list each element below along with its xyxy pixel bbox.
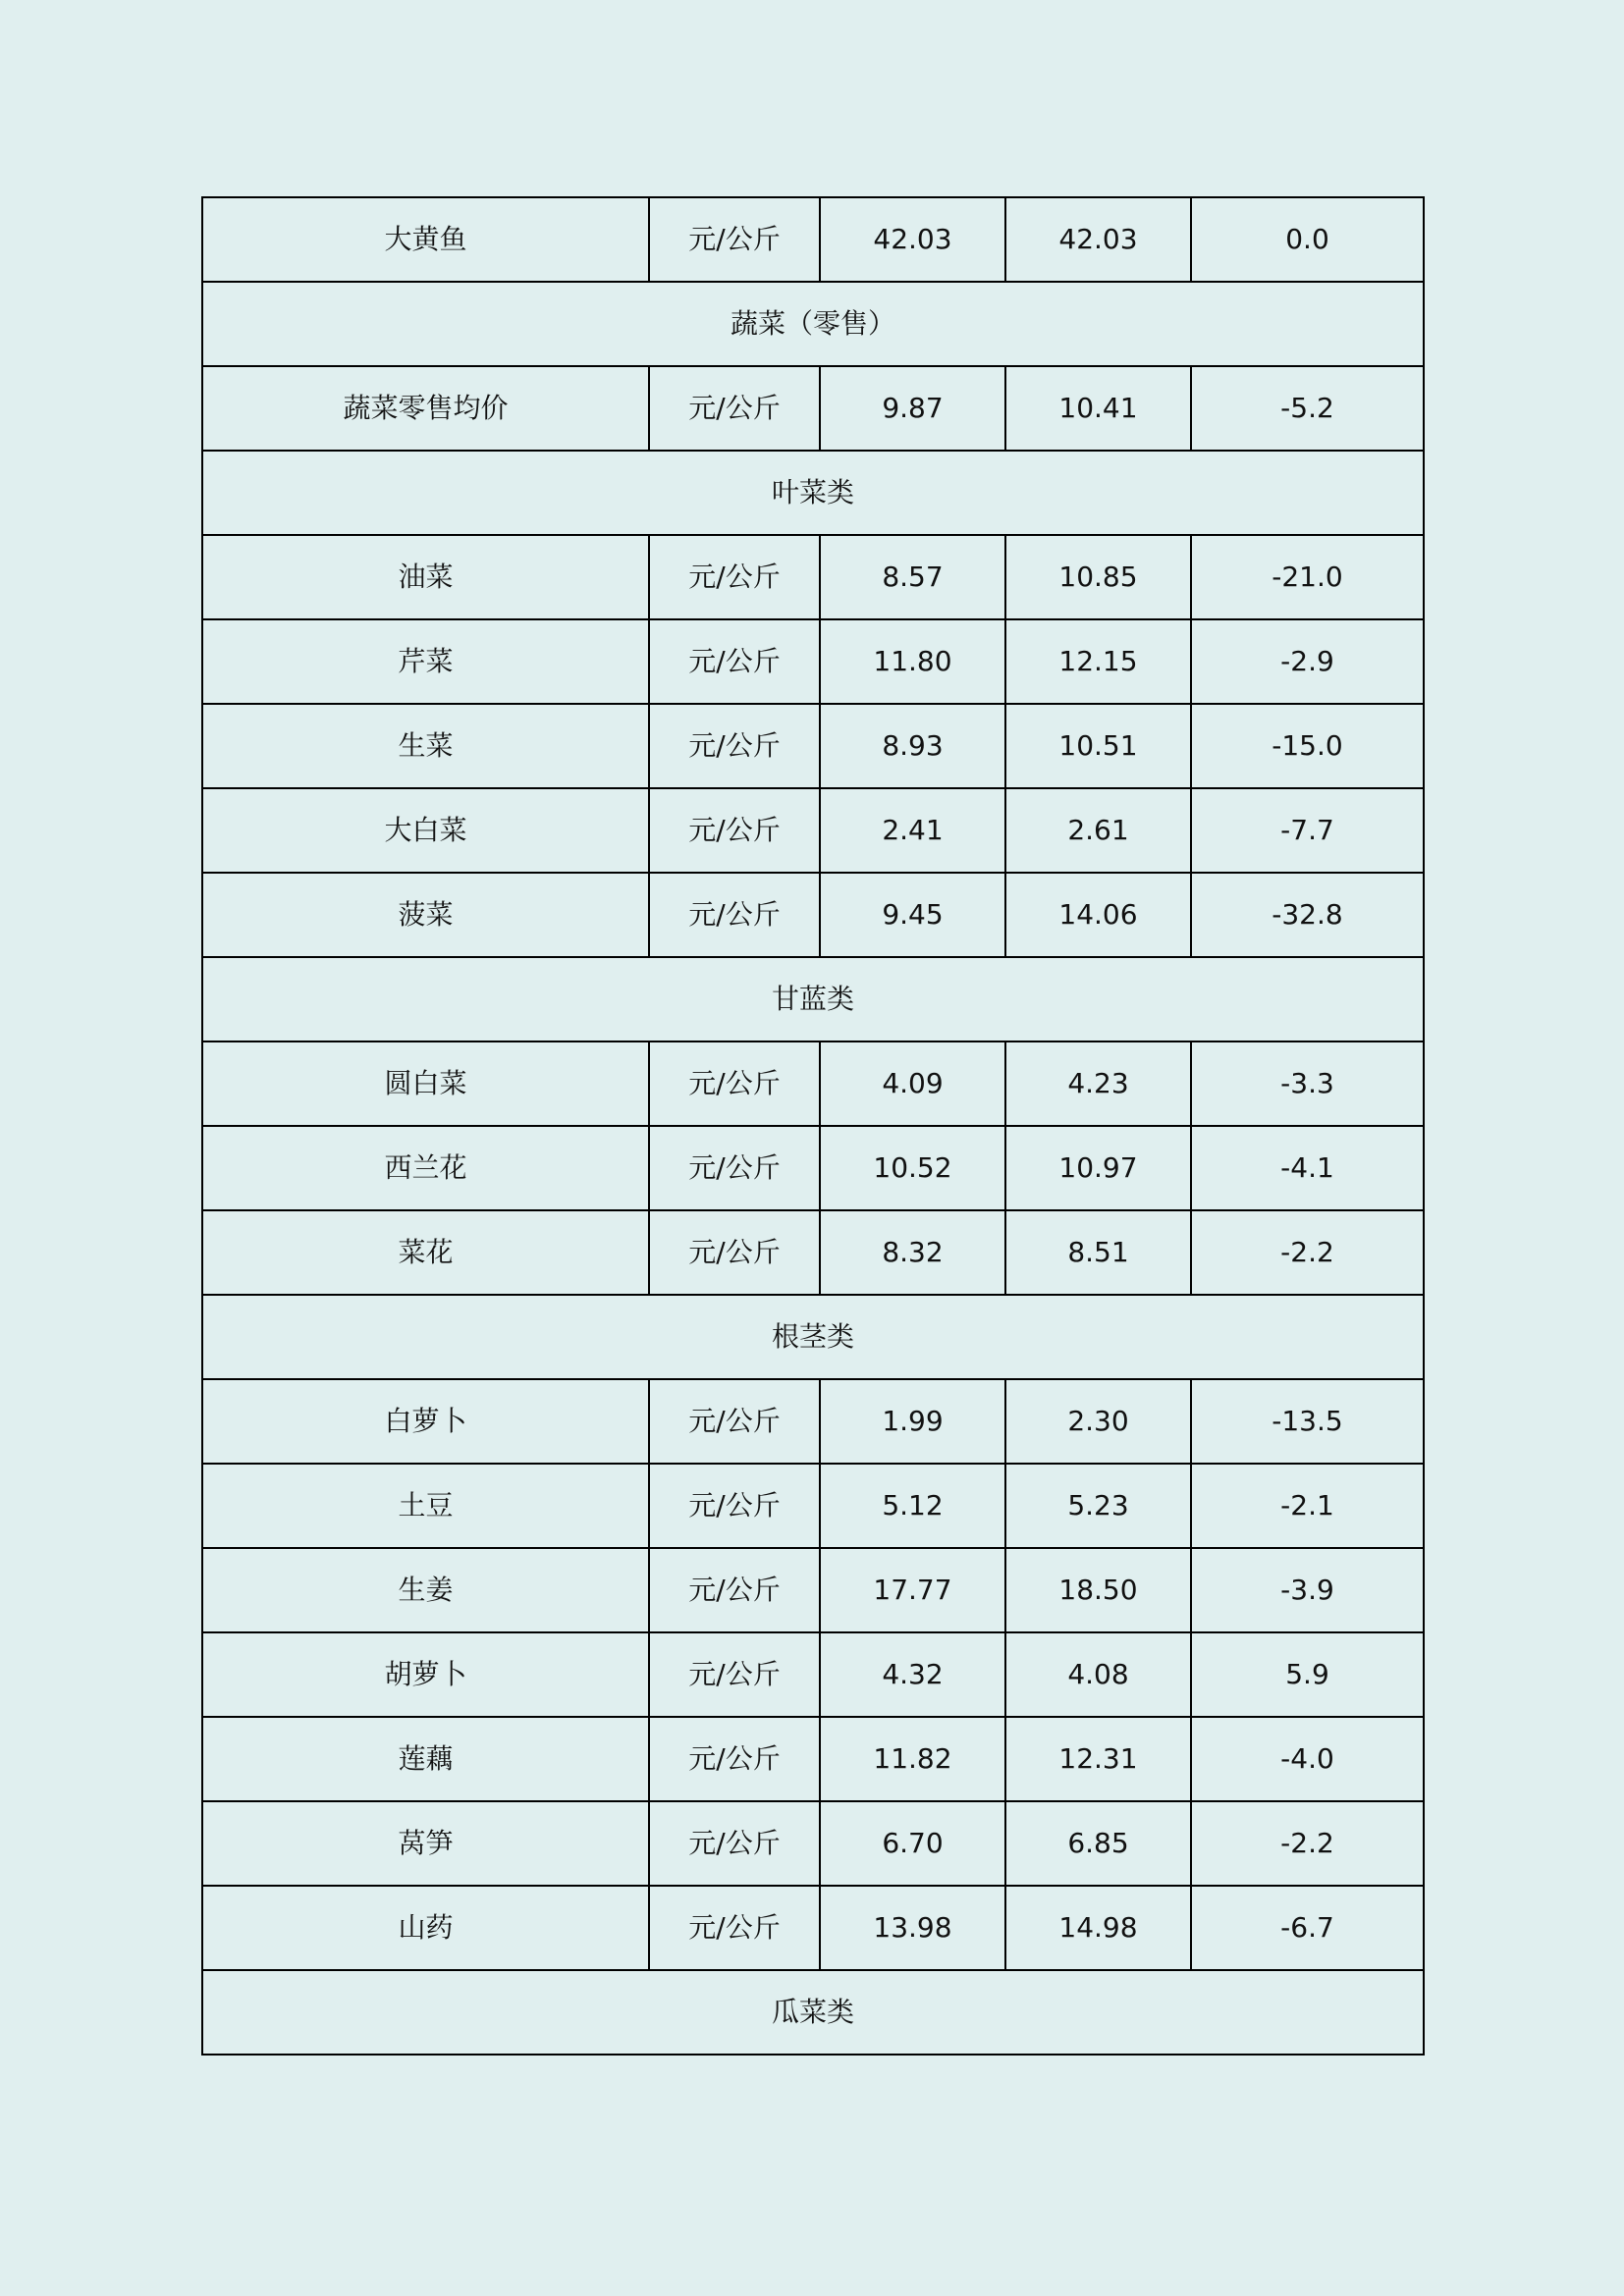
unit-cell: 元/公斤 (649, 1632, 820, 1717)
current-price-cell: 11.80 (820, 619, 1005, 704)
change-percent-cell: -4.0 (1191, 1717, 1424, 1801)
change-percent-cell: -6.7 (1191, 1886, 1424, 1970)
previous-price-cell: 6.85 (1005, 1801, 1191, 1886)
item-name-cell: 圆白菜 (202, 1041, 649, 1126)
table-row (202, 704, 1424, 788)
current-price-cell: 6.70 (820, 1801, 1005, 1886)
item-name-cell: 生菜 (202, 704, 649, 788)
category-label: 瓜菜类 (202, 1970, 1424, 2055)
category-label: 叶菜类 (202, 451, 1424, 535)
price-table (201, 196, 1425, 2056)
unit-cell: 元/公斤 (649, 788, 820, 873)
previous-price-cell: 10.41 (1005, 366, 1191, 451)
item-name-cell: 土豆 (202, 1464, 649, 1548)
table-row (202, 1632, 1424, 1717)
current-price-cell: 9.45 (820, 873, 1005, 957)
unit-cell: 元/公斤 (649, 704, 820, 788)
item-name-cell: 芹菜 (202, 619, 649, 704)
current-price-cell: 1.99 (820, 1379, 1005, 1464)
price-table-body (202, 197, 1424, 2055)
change-percent-cell: -13.5 (1191, 1379, 1424, 1464)
current-price-cell: 4.09 (820, 1041, 1005, 1126)
table-row (202, 1126, 1424, 1210)
previous-price-cell: 10.51 (1005, 704, 1191, 788)
item-name-cell: 大黄鱼 (202, 197, 649, 282)
current-price-cell: 8.93 (820, 704, 1005, 788)
category-row (202, 1970, 1424, 2055)
table-row (202, 1041, 1424, 1126)
category-label: 蔬菜（零售） (202, 282, 1424, 366)
table-row (202, 1801, 1424, 1886)
item-name-cell: 白萝卜 (202, 1379, 649, 1464)
current-price-cell: 8.32 (820, 1210, 1005, 1295)
item-name-cell: 蔬菜零售均价 (202, 366, 649, 451)
category-row (202, 282, 1424, 366)
table-row (202, 197, 1424, 282)
previous-price-cell: 12.15 (1005, 619, 1191, 704)
category-row (202, 451, 1424, 535)
change-percent-cell: -7.7 (1191, 788, 1424, 873)
change-percent-cell: -5.2 (1191, 366, 1424, 451)
previous-price-cell: 14.98 (1005, 1886, 1191, 1970)
category-row (202, 1295, 1424, 1379)
unit-cell: 元/公斤 (649, 1801, 820, 1886)
previous-price-cell: 2.30 (1005, 1379, 1191, 1464)
item-name-cell: 生姜 (202, 1548, 649, 1632)
item-name-cell: 油菜 (202, 535, 649, 619)
change-percent-cell: -2.2 (1191, 1801, 1424, 1886)
unit-cell: 元/公斤 (649, 1210, 820, 1295)
current-price-cell: 4.32 (820, 1632, 1005, 1717)
previous-price-cell: 10.97 (1005, 1126, 1191, 1210)
category-row (202, 957, 1424, 1041)
current-price-cell: 2.41 (820, 788, 1005, 873)
change-percent-cell: -21.0 (1191, 535, 1424, 619)
unit-cell: 元/公斤 (649, 1886, 820, 1970)
unit-cell: 元/公斤 (649, 619, 820, 704)
unit-cell: 元/公斤 (649, 1464, 820, 1548)
change-percent-cell: -32.8 (1191, 873, 1424, 957)
change-percent-cell: -3.3 (1191, 1041, 1424, 1126)
previous-price-cell: 42.03 (1005, 197, 1191, 282)
table-row (202, 1464, 1424, 1548)
change-percent-cell: -2.9 (1191, 619, 1424, 704)
current-price-cell: 11.82 (820, 1717, 1005, 1801)
item-name-cell: 莴笋 (202, 1801, 649, 1886)
unit-cell: 元/公斤 (649, 1126, 820, 1210)
change-percent-cell: -4.1 (1191, 1126, 1424, 1210)
table-row (202, 1717, 1424, 1801)
change-percent-cell: -3.9 (1191, 1548, 1424, 1632)
unit-cell: 元/公斤 (649, 873, 820, 957)
unit-cell: 元/公斤 (649, 366, 820, 451)
unit-cell: 元/公斤 (649, 535, 820, 619)
category-label: 甘蓝类 (202, 957, 1424, 1041)
table-row (202, 1886, 1424, 1970)
unit-cell: 元/公斤 (649, 1041, 820, 1126)
current-price-cell: 42.03 (820, 197, 1005, 282)
table-row (202, 1548, 1424, 1632)
item-name-cell: 西兰花 (202, 1126, 649, 1210)
unit-cell: 元/公斤 (649, 1717, 820, 1801)
table-row (202, 1379, 1424, 1464)
change-percent-cell: -15.0 (1191, 704, 1424, 788)
item-name-cell: 菠菜 (202, 873, 649, 957)
table-row (202, 788, 1424, 873)
table-row (202, 366, 1424, 451)
item-name-cell: 菜花 (202, 1210, 649, 1295)
table-row (202, 535, 1424, 619)
previous-price-cell: 4.23 (1005, 1041, 1191, 1126)
change-percent-cell: 0.0 (1191, 197, 1424, 282)
table-row (202, 1210, 1424, 1295)
current-price-cell: 17.77 (820, 1548, 1005, 1632)
table-row (202, 619, 1424, 704)
previous-price-cell: 4.08 (1005, 1632, 1191, 1717)
current-price-cell: 5.12 (820, 1464, 1005, 1548)
item-name-cell: 大白菜 (202, 788, 649, 873)
unit-cell: 元/公斤 (649, 197, 820, 282)
unit-cell: 元/公斤 (649, 1548, 820, 1632)
change-percent-cell: -2.2 (1191, 1210, 1424, 1295)
change-percent-cell: 5.9 (1191, 1632, 1424, 1717)
previous-price-cell: 2.61 (1005, 788, 1191, 873)
item-name-cell: 山药 (202, 1886, 649, 1970)
previous-price-cell: 14.06 (1005, 873, 1191, 957)
item-name-cell: 胡萝卜 (202, 1632, 649, 1717)
previous-price-cell: 8.51 (1005, 1210, 1191, 1295)
previous-price-cell: 18.50 (1005, 1548, 1191, 1632)
previous-price-cell: 10.85 (1005, 535, 1191, 619)
change-percent-cell: -2.1 (1191, 1464, 1424, 1548)
current-price-cell: 8.57 (820, 535, 1005, 619)
category-label: 根茎类 (202, 1295, 1424, 1379)
current-price-cell: 13.98 (820, 1886, 1005, 1970)
current-price-cell: 10.52 (820, 1126, 1005, 1210)
item-name-cell: 莲藕 (202, 1717, 649, 1801)
previous-price-cell: 12.31 (1005, 1717, 1191, 1801)
table-row (202, 873, 1424, 957)
unit-cell: 元/公斤 (649, 1379, 820, 1464)
current-price-cell: 9.87 (820, 366, 1005, 451)
previous-price-cell: 5.23 (1005, 1464, 1191, 1548)
